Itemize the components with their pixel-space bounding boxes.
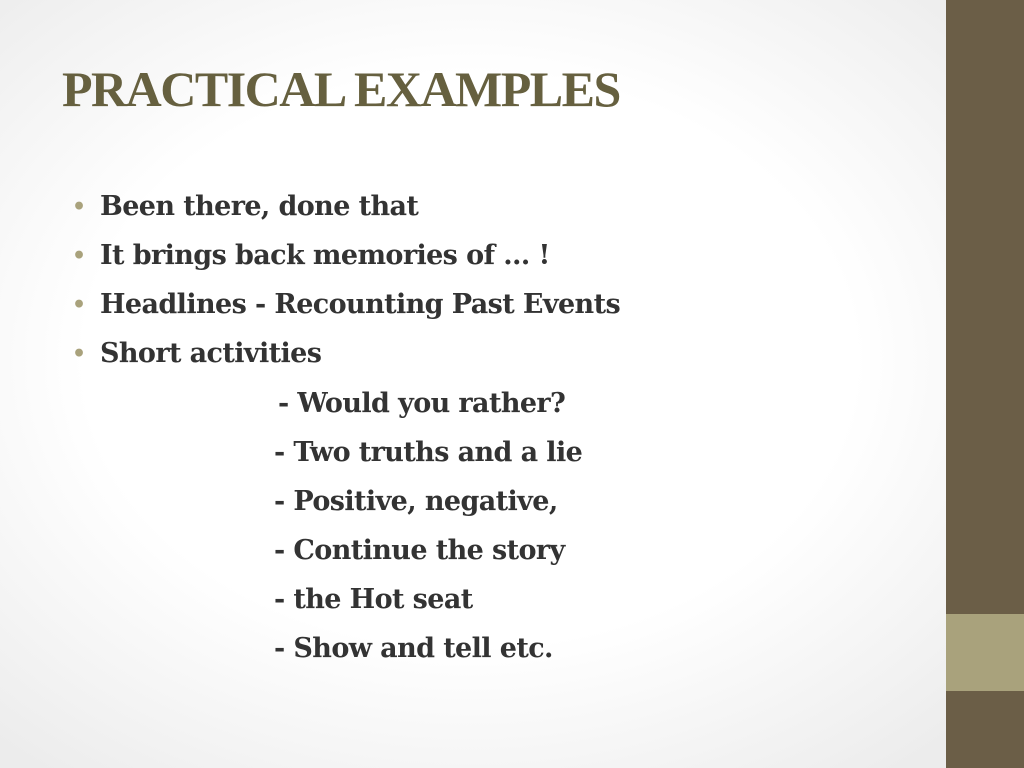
bullet-text: Short activities — [100, 338, 322, 369]
bullet-dot-icon: • — [72, 194, 86, 220]
bullet-item — [72, 186, 620, 235]
bullet-list — [72, 186, 620, 382]
bullet-text: Been there, done that — [100, 191, 419, 222]
sub-activity-item: - Two truths and a lie — [274, 437, 583, 468]
bullet-item — [72, 284, 620, 333]
slide-title: PRACTICAL EXAMPLES — [62, 61, 620, 117]
sub-activity-item: - the Hot seat — [274, 584, 473, 615]
sub-activity-list — [274, 383, 582, 677]
bullet-text: It brings back memories of … ! — [100, 240, 550, 271]
bullet-dot-icon: • — [72, 292, 86, 318]
bullet-item — [72, 333, 620, 382]
sub-activity-item: - Continue the story — [274, 535, 565, 566]
sub-activity-item: - Positive, negative, — [274, 486, 558, 517]
bullet-dot-icon: • — [72, 341, 86, 367]
bullet-item — [72, 235, 620, 284]
bullet-dot-icon: • — [72, 243, 86, 269]
sub-activity-item: - Show and tell etc. — [274, 633, 553, 664]
side-accent-block — [946, 614, 1024, 691]
sub-activity-item: - Would you rather? — [278, 388, 566, 419]
bullet-text: Headlines - Recounting Past Events — [100, 289, 621, 320]
